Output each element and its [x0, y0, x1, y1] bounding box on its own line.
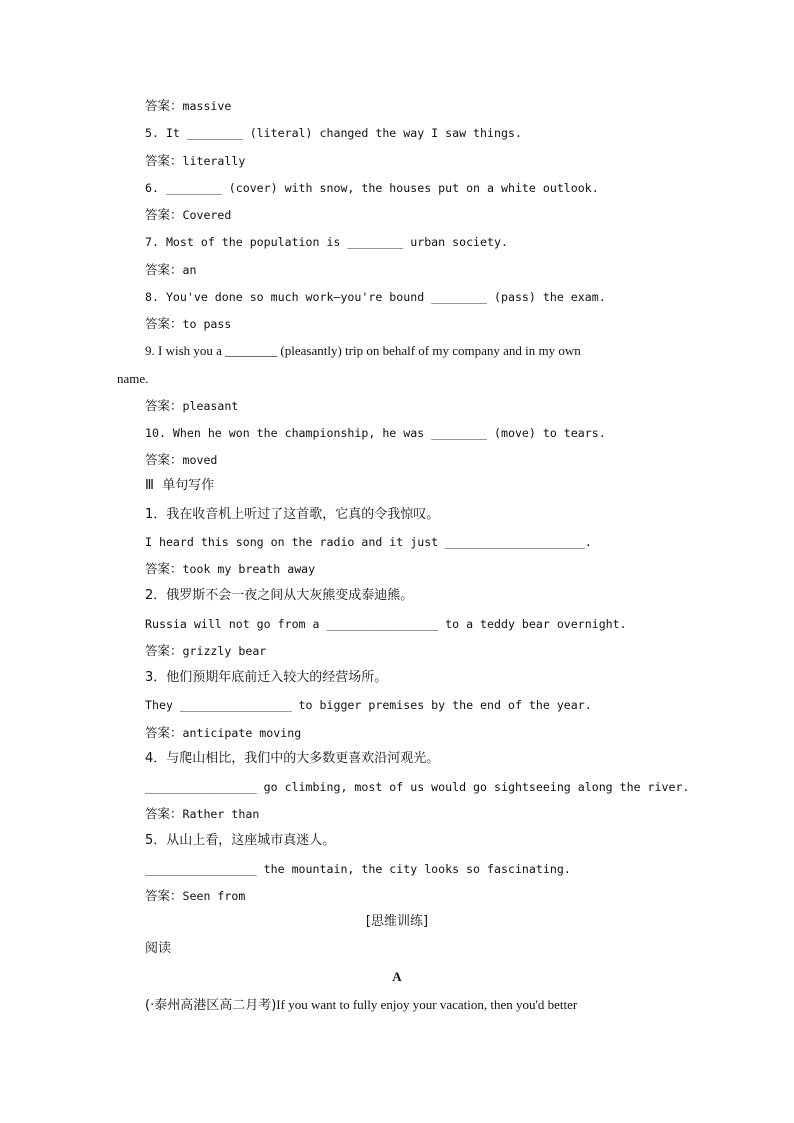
answer-text: literally: [182, 154, 246, 168]
question-9-continuation: name.: [117, 371, 149, 386]
answer-label: 答案：: [145, 452, 183, 467]
question-8: 8. You've done so much work—you're bound ________ (pass) the exam.: [145, 290, 606, 304]
reading-label: 阅读: [145, 941, 172, 956]
writing-sentence-2: Russia will not go from a ________________ to a teddy bear overnight.: [145, 617, 627, 631]
answer-text: grizzly bear: [182, 644, 267, 658]
answer-line: [145, 806, 259, 822]
answer-label: 答案：: [145, 316, 183, 331]
answer-line: [145, 153, 245, 169]
answer-label: 答案：: [145, 398, 183, 413]
passage-first-line: [145, 997, 577, 1014]
training-heading: [思维训练]: [365, 914, 429, 929]
answer-line: [145, 398, 238, 414]
answer-text: took my breath away: [182, 562, 316, 576]
writing-prompt-4: 4．与爬山相比，我们中的大多数更喜欢沿河观光。: [145, 751, 440, 766]
answer-line: [145, 643, 266, 659]
writing-prompt-5: 5．从山上看，这座城市真迷人。: [145, 833, 336, 848]
answer-line: [145, 561, 315, 577]
answer-text: an: [182, 263, 197, 277]
answer-text: pleasant: [182, 399, 239, 413]
answer-text: anticipate moving: [182, 726, 302, 740]
writing-prompt-2: 2．俄罗斯不会一夜之间从大灰熊变成泰迪熊。: [145, 588, 414, 603]
answer-label: 答案：: [145, 561, 183, 576]
answer-label: 答案：: [145, 262, 183, 277]
writing-sentence-3: They ________________ to bigger premises by the end of the year.: [145, 698, 592, 712]
answer-text: moved: [182, 453, 218, 467]
answer-line: [145, 725, 301, 741]
passage-letter: A: [392, 969, 402, 984]
answer-line: [145, 262, 196, 278]
writing-prompt-1: 1．我在收音机上听过了这首歌，它真的令我惊叹。: [145, 507, 440, 522]
answer-label: 答案：: [145, 153, 183, 168]
answer-label: 答案：: [145, 888, 183, 903]
answer-text: Seen from: [182, 889, 246, 903]
answer-text: to pass: [182, 317, 232, 331]
answer-line: [145, 98, 231, 114]
answer-label: 答案：: [145, 806, 183, 821]
writing-sentence-5: ________________ the mountain, the city looks so fascinating.: [145, 862, 571, 876]
answer-label: 答案：: [145, 207, 183, 222]
question-7: 7. Most of the population is ________ urban society.: [145, 235, 508, 249]
passage-source: (·泰州高港区高二月考): [145, 998, 277, 1013]
passage-text: If you want to fully enjoy your vacation, then you'd better: [276, 997, 578, 1012]
answer-text: Covered: [182, 208, 232, 222]
answer-line: [145, 888, 245, 904]
question-5: 5. It ________ (literal) changed the way I saw things.: [145, 126, 522, 140]
answer-text: Rather than: [182, 807, 260, 821]
answer-line: [145, 452, 217, 468]
question-6: 6. ________ (cover) with snow, the houses put on a white outlook.: [145, 181, 599, 195]
answer-label: 答案：: [145, 98, 183, 113]
answer-label: 答案：: [145, 725, 183, 740]
writing-prompt-3: 3．他们预期年底前迁入较大的经营场所。: [145, 670, 388, 685]
question-10: 10. When he won the championship, he was ________ (move) to tears.: [145, 426, 606, 440]
answer-label: 答案：: [145, 643, 183, 658]
section-heading: Ⅲ 单句写作: [145, 478, 215, 493]
answer-line: [145, 207, 231, 223]
answer-text: massive: [182, 99, 232, 113]
question-9: 9. I wish you a ________ (pleasantly) trip on behalf of my company and in my own: [145, 343, 581, 358]
writing-sentence-1: I heard this song on the radio and it just ____________________.: [145, 535, 592, 549]
answer-line: [145, 316, 231, 332]
writing-sentence-4: ________________ go climbing, most of us would go sightseeing along the river.: [145, 780, 690, 794]
